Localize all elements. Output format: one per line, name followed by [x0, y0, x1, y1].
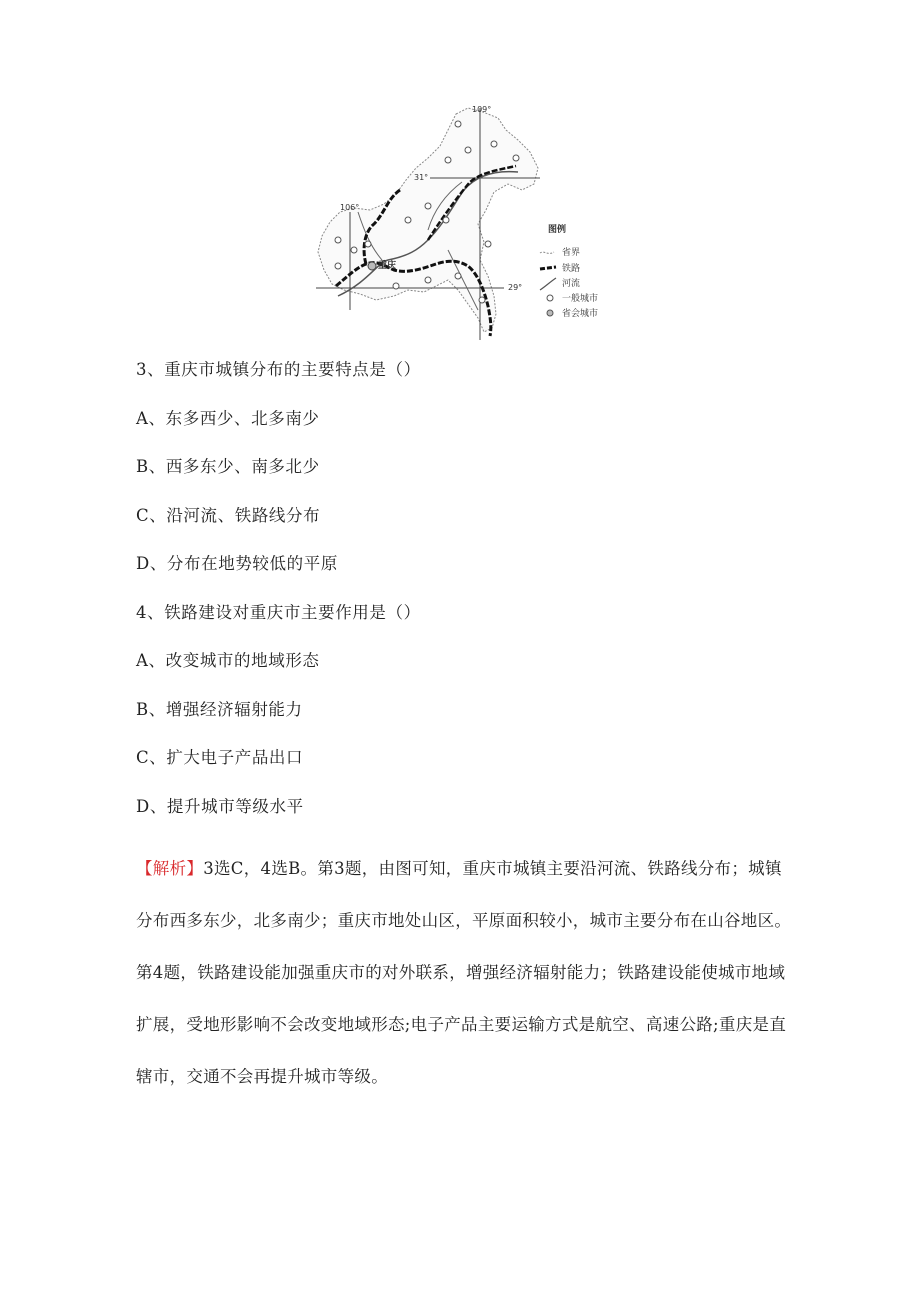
- map-legend: [540, 223, 598, 319]
- legend-boundary-sample: [540, 252, 554, 253]
- q3-option-d: D、分布在地势较低的平原: [136, 554, 338, 573]
- label-106: 106°: [340, 203, 360, 212]
- q3-option-c: C、沿河流、铁路线分布: [136, 506, 321, 525]
- label-109: 109°: [472, 105, 492, 114]
- chongqing-map: [308, 100, 618, 342]
- q4-option-a: A、改变城市的地域形态: [136, 651, 320, 670]
- analysis-tag: 【解析】: [136, 859, 204, 878]
- question-4-stem: 4、铁路建设对重庆市主要作用是（）: [136, 603, 421, 622]
- province-boundary: [318, 108, 538, 332]
- legend-capital: 省会城市: [562, 309, 599, 319]
- city-label: 重庆: [378, 261, 397, 271]
- question-3-stem: 3、重庆市城镇分布的主要特点是（）: [136, 360, 421, 379]
- legend-city: 一般城市: [562, 294, 599, 304]
- capital-city-marker: [368, 262, 376, 270]
- legend-boundary: 省界: [562, 248, 581, 258]
- q4-option-d: D、提升城市等级水平: [136, 797, 304, 816]
- map-figure: [308, 100, 618, 342]
- label-29: 29°: [508, 283, 523, 292]
- legend-city-sample: [547, 295, 553, 301]
- analysis-paragraph: [136, 843, 798, 1103]
- analysis-text: 3选C，4选B。第3题，由图可知，重庆市城镇主要沿河流、铁路线分布；城镇分布西多东少，北多南少；重庆市地处山区，平原面积较小，城市主要分布在山谷地区。第4题，铁路建设能加强重庆市的对外联系，增强经济辐射能力；铁路建设能使城市地域扩展，受地形影响不会改变地域形态;电子产品主要运输方式是航空、高速公路;重庆是直辖市，交通不会再提升城市等级。: [136, 859, 792, 1086]
- q4-option-b: B、增强经济辐射能力: [136, 700, 303, 719]
- legend-river: 河流: [562, 279, 581, 289]
- q3-option-a: A、东多西少、北多南少: [136, 409, 320, 428]
- legend-title: 图例: [548, 225, 567, 235]
- legend-capital-sample: [547, 310, 553, 316]
- legend-railway: 铁路: [562, 264, 581, 274]
- label-31: 31°: [414, 173, 429, 182]
- q4-option-c: C、扩大电子产品出口: [136, 748, 304, 767]
- legend-railway-sample: [540, 267, 556, 269]
- q3-option-b: B、西多东少、南多北少: [136, 457, 320, 476]
- legend-river-sample: [540, 278, 556, 290]
